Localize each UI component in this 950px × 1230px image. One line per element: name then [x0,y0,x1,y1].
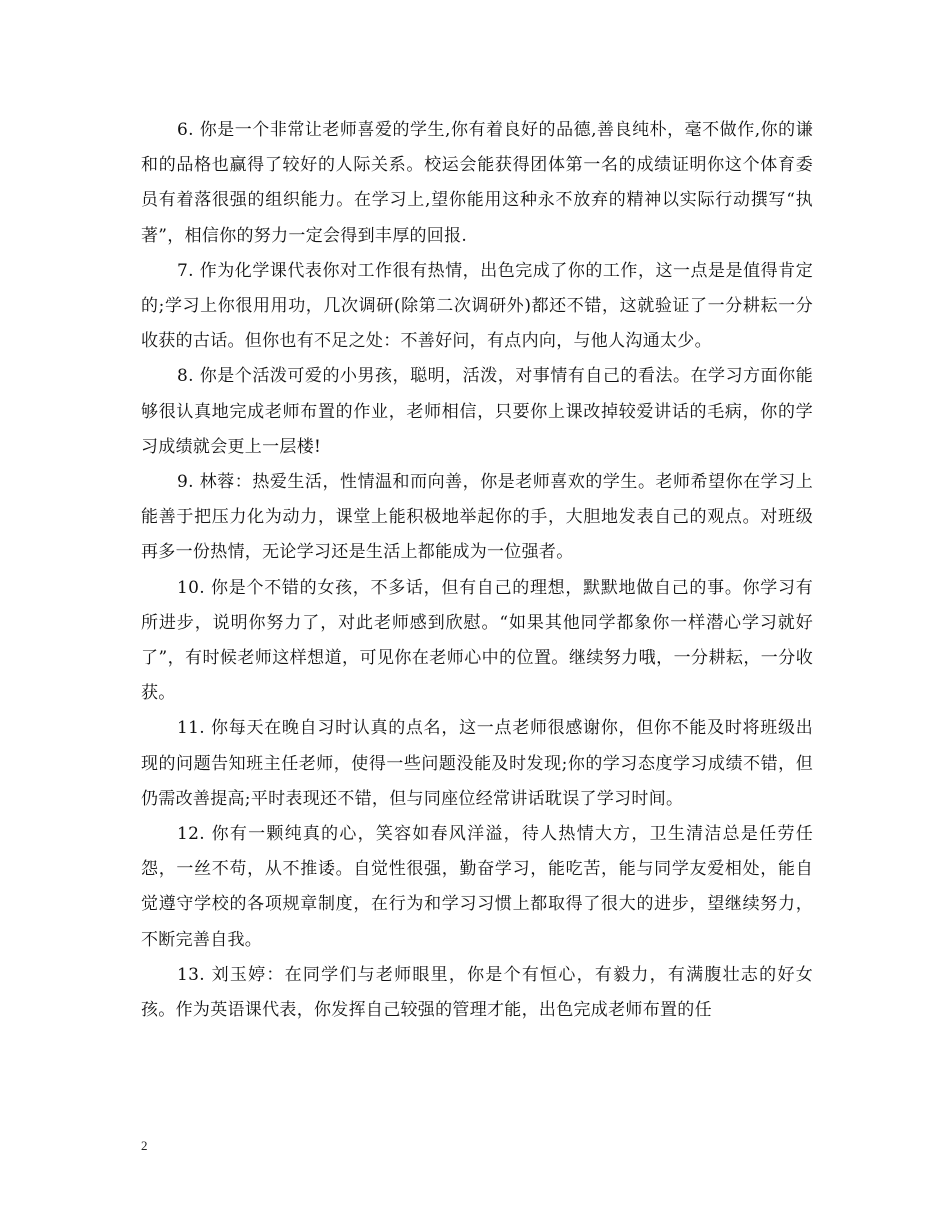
document-body [141,113,813,1028]
comment-paragraph-13: 13. 刘玉婷：在同学们与老师眼里，你是个有恒心，有毅力，有满腹壮志的好女孩。作为英语课代表，你发挥自己较强的管理才能，出色完成老师布置的任 [141,964,813,1021]
comment-paragraph-10: 10. 你是个不错的女孩，不多话，但有自己的理想，默默地做自己的事。你学习有所进步，说明你努力了，对此老师感到欣慰。“如果其他同学都象你一样潜心学习就好了”，有时候老师这样想道，可见你在老师心中的位置。继续努力哦，一分耕耘，一分收获。 [141,577,813,704]
comment-paragraph-6: 6. 你是一个非常让老师喜爱的学生,你有着良好的品德,善良纯朴，毫不做作,你的谦和的品格也赢得了较好的人际关系。校运会能获得团体第一名的成绩证明你这个体育委员有着落很强的组织能力。在学习上,望你能用这种永不放弃的精神以实际行动撰写“执著”，相信你的努力一定会得到丰厚的回报. [141,120,813,246]
comment-paragraph-12: 12. 你有一颗纯真的心，笑容如春风洋溢，待人热情大方，卫生清洁总是任劳任怨，一丝不苟，从不推诿。自觉性很强，勤奋学习，能吃苦，能与同学友爱相处，能自觉遵守学校的各项规章制度，在行为和学习习惯上都取得了很大的进步，望继续努力，不断完善自我。 [141,824,813,950]
comment-paragraph-8: 8. 你是个活泼可爱的小男孩，聪明，活泼，对事情有自己的看法。在学习方面你能够很认真地完成老师布置的作业，老师相信，只要你上课改掉较爱讲话的毛病，你的学习成绩就会更上一层楼! [141,366,813,457]
comment-paragraph-11: 11. 你每天在晚自习时认真的点名，这一点老师很感谢你，但你不能及时将班级出现的问题告知班主任老师，使得一些问题没能及时发现;你的学习态度学习成绩不错，但仍需改善提高;平时表现还不错，但与同座位经常讲话耽误了学习时间。 [141,718,813,809]
page-number: 2 [141,1138,148,1153]
comment-paragraph-7: 7. 作为化学课代表你对工作很有热情，出色完成了你的工作，这一点是是值得肯定的;学习上你很用用功，几次调研(除第二次调研外)都还不错，这就验证了一分耕耘一分收获的古话。但你也有不足之处：不善好问，有点内向，与他人沟通太少。 [141,260,813,352]
comment-paragraph-9: 9. 林蓉：热爱生活，性情温和而向善，你是老师喜欢的学生。老师希望你在学习上能善于把压力化为动力，课堂上能积极地举起你的手，大胆地发表自己的观点。对班级再多一份热情，无论学习还是生活上都能成为一位强者。 [141,472,813,563]
